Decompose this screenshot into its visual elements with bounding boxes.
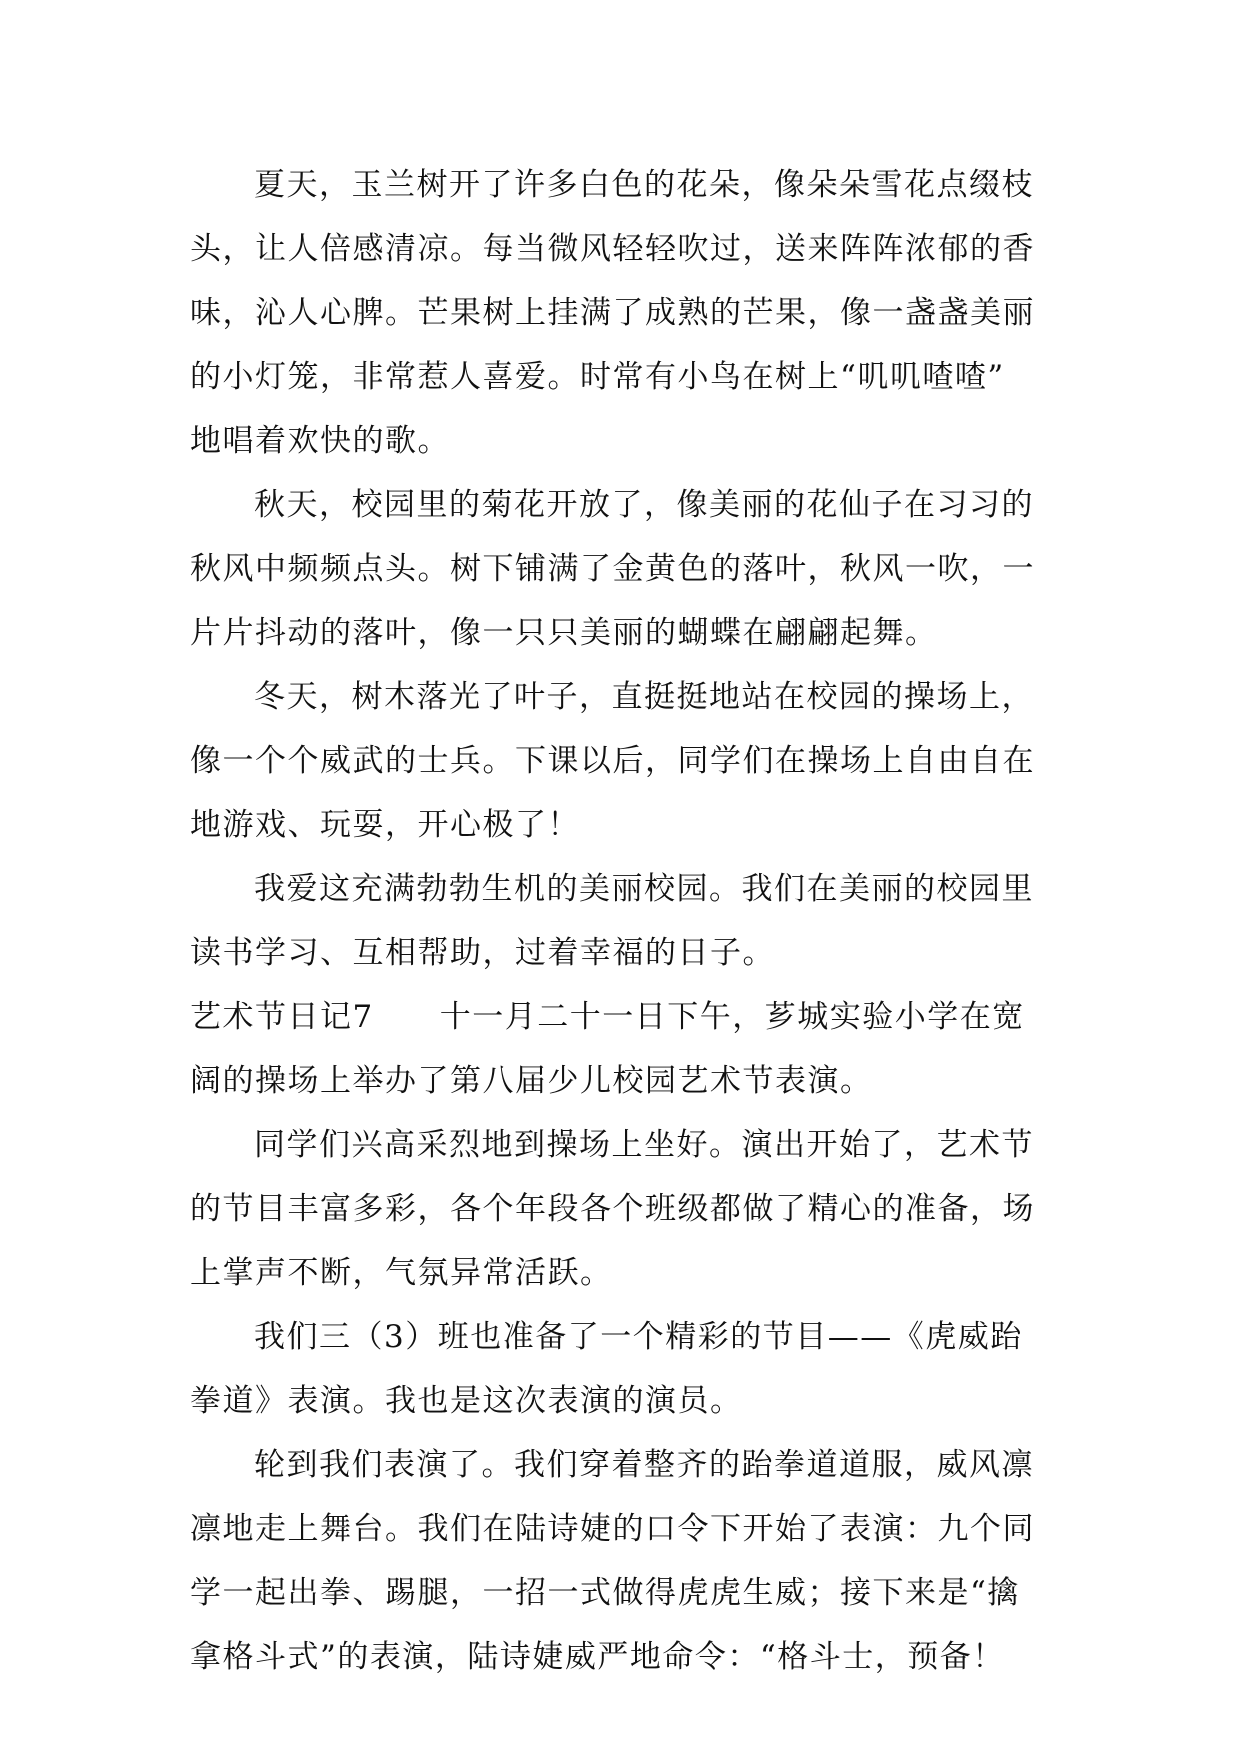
paragraph-conclusion	[190, 857, 1070, 985]
paragraph-art-festival-intro	[190, 985, 1070, 1113]
text-line: 上掌声不断，气氛异常活跃。	[190, 1255, 613, 1291]
paragraph-performance	[190, 1433, 1070, 1689]
section-heading: 艺术节日记7	[190, 999, 374, 1035]
text-line	[190, 985, 1070, 1049]
text-line: 味，沁人心脾。芒果树上挂满了成熟的芒果，像一盏盏美丽	[190, 295, 1035, 331]
paragraph-autumn	[190, 473, 1070, 665]
paragraph-class-program	[190, 1305, 1070, 1433]
text-line: 阔的操场上举办了第八届少儿校园艺术节表演。	[190, 1063, 873, 1099]
paragraph-audience	[190, 1113, 1070, 1305]
text-line: 地游戏、玩耍，开心极了！	[190, 807, 580, 843]
text-line: 学一起出拳、踢腿，一招一式做得虎虎生威；接下来是“擒	[190, 1575, 1020, 1611]
text-line: 头，让人倍感清凉。每当微风轻轻吹过，送来阵阵浓郁的香	[190, 231, 1035, 267]
text-line: 片片抖动的落叶，像一只只美丽的蝴蝶在翩翩起舞。	[190, 615, 938, 651]
text-line: 像一个个威武的士兵。下课以后，同学们在操场上自由自在	[190, 743, 1035, 779]
text-line: 的节目丰富多彩，各个年段各个班级都做了精心的准备，场	[190, 1191, 1035, 1227]
paragraph-winter	[190, 665, 1070, 857]
text-line: 拿格斗式”的表演，陆诗婕威严地命令：“格斗士，预备！	[190, 1639, 1005, 1675]
text-line: 地唱着欢快的歌。	[190, 423, 450, 459]
heading-run-in-text: 十一月二十一日下午，芗城实验小学在宽	[439, 999, 1025, 1035]
text-line: 拳道》表演。我也是这次表演的演员。	[190, 1383, 743, 1419]
text-line: 我爱这充满勃勃生机的美丽校园。我们在美丽的校园里	[254, 871, 1034, 907]
text-line: 凛地走上舞台。我们在陆诗婕的口令下开始了表演：九个同	[190, 1511, 1035, 1547]
text-line: 读书学习、互相帮助，过着幸福的日子。	[190, 935, 775, 971]
text-line: 我们三（3）班也准备了一个精彩的节目——《虎威跆	[254, 1319, 1023, 1355]
document-body	[190, 153, 1070, 1689]
text-line: 的小灯笼，非常惹人喜爱。时常有小鸟在树上“叽叽喳喳”	[190, 359, 1005, 395]
text-line: 轮到我们表演了。我们穿着整齐的跆拳道道服，威风凛	[254, 1447, 1034, 1483]
paragraph-summer	[190, 153, 1070, 473]
text-line: 秋天，校园里的菊花开放了，像美丽的花仙子在习习的	[254, 487, 1034, 523]
text-line: 秋风中频频点头。树下铺满了金黄色的落叶，秋风一吹，一	[190, 551, 1035, 587]
text-line: 同学们兴高采烈地到操场上坐好。演出开始了，艺术节	[254, 1127, 1034, 1163]
text-line: 夏天，玉兰树开了许多白色的花朵，像朵朵雪花点缀枝	[254, 167, 1034, 203]
text-line: 冬天，树木落光了叶子，直挺挺地站在校园的操场上，	[254, 679, 1034, 715]
